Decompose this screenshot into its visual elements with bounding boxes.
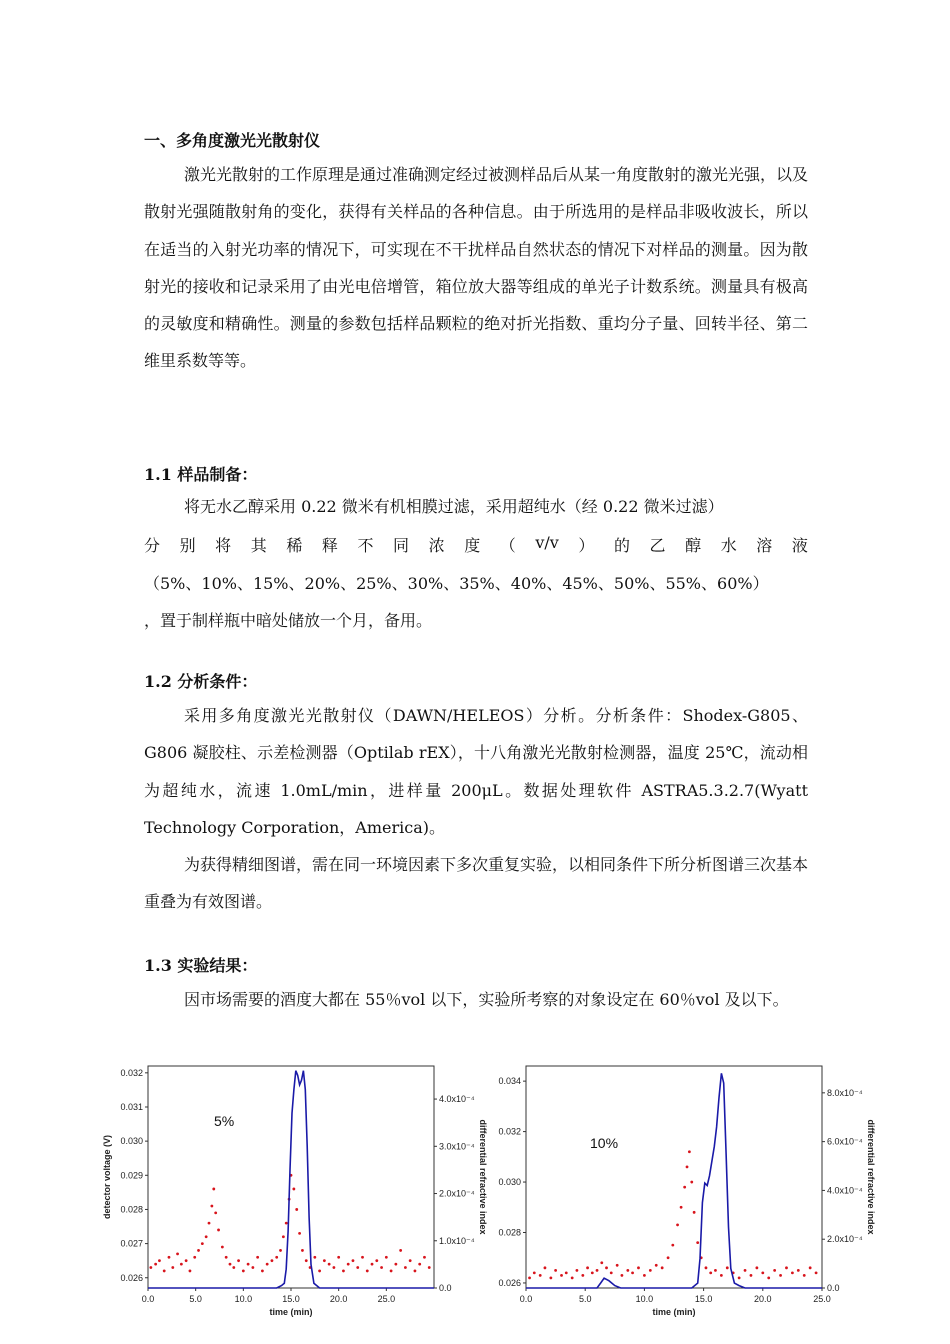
light-scattering-point	[237, 1259, 240, 1262]
light-scattering-point	[738, 1277, 741, 1280]
light-scattering-point	[242, 1270, 245, 1273]
light-scattering-point	[356, 1266, 359, 1269]
light-scattering-point	[217, 1229, 220, 1232]
section11-line2-char: 其	[250, 536, 267, 555]
section1-title: 一、多角度激光光散射仪	[144, 131, 321, 150]
section11-line2-char: 将	[215, 536, 232, 555]
concentration-annotation: 10%	[590, 1135, 619, 1151]
section11-line2-char: 不	[357, 536, 374, 555]
section12-body2: 为获得精细图谱，需在同一环境因素下多次重复实验，以相同条件下所分析图谱三次基本重叠为有效图谱。	[144, 855, 809, 912]
light-scattering-point	[282, 1235, 285, 1238]
light-scattering-point	[539, 1274, 542, 1277]
light-scattering-point	[528, 1277, 531, 1280]
light-scattering-point	[225, 1256, 228, 1259]
y2-tick-label: 4.0x10⁻⁴	[439, 1094, 475, 1105]
x-tick-label: 10.0	[635, 1294, 654, 1304]
light-scattering-point	[201, 1242, 204, 1245]
light-scattering-point	[683, 1186, 686, 1189]
light-scattering-point	[185, 1259, 188, 1262]
light-scattering-point	[210, 1205, 213, 1208]
light-scattering-point	[149, 1266, 152, 1269]
section11-line2-char: 浓	[428, 536, 445, 555]
light-scattering-point	[197, 1249, 200, 1252]
y-tick-label: 0.032	[120, 1067, 143, 1078]
light-scattering-point	[271, 1259, 274, 1262]
y-tick-label: 0.026	[498, 1277, 521, 1288]
light-scattering-point	[168, 1256, 171, 1259]
x-tick-label: 25.0	[377, 1294, 396, 1304]
chart-10-percent	[494, 1058, 886, 1320]
section11-line2-char: 度	[464, 536, 481, 555]
section11-line2-char: （	[499, 536, 516, 555]
light-scattering-point	[755, 1266, 758, 1269]
y2-axis-label: differential refractive index	[866, 1119, 876, 1235]
light-scattering-point	[323, 1259, 326, 1262]
light-scattering-point	[333, 1266, 336, 1269]
section11-line2-char: 释	[321, 536, 338, 555]
light-scattering-point	[428, 1266, 431, 1269]
light-scattering-point	[565, 1271, 568, 1274]
section11-line2-char: 溶	[756, 536, 773, 555]
light-scattering-point	[232, 1266, 235, 1269]
section11-line1: 将无水乙醇采用 0.22 微米有机相膜过滤，采用超纯水（经 0.22 微米过滤）	[184, 497, 724, 516]
light-scattering-point	[726, 1266, 729, 1269]
light-scattering-point	[193, 1256, 196, 1259]
light-scattering-point	[676, 1224, 679, 1227]
y2-axis-label: differential refractive index	[478, 1119, 488, 1235]
y-tick-label: 0.030	[120, 1136, 143, 1147]
y-tick-label: 0.027	[120, 1238, 143, 1249]
light-scattering-point	[298, 1232, 301, 1235]
section11-line2-char: 别	[179, 536, 196, 555]
light-scattering-point	[581, 1274, 584, 1277]
light-scattering-point	[214, 1211, 217, 1214]
light-scattering-point	[533, 1271, 536, 1274]
y2-tick-label: 1.0x10⁻⁴	[439, 1235, 475, 1246]
x-tick-label: 0.0	[141, 1294, 155, 1304]
y-tick-label: 0.031	[120, 1101, 143, 1112]
x-axis-label: time (min)	[269, 1307, 313, 1317]
section11-title: 1.1 样品制备：	[144, 465, 258, 484]
light-scattering-point	[761, 1271, 764, 1274]
light-scattering-point	[797, 1269, 800, 1272]
light-scattering-point	[667, 1256, 670, 1259]
section13-body: 因市场需要的酒度大都在 55％vol 以下，实验所考察的对象设定在 60％vol 及以下。	[184, 990, 789, 1009]
light-scattering-point	[385, 1256, 388, 1259]
section11-line2-char: 乙	[649, 536, 666, 555]
section11-line3: （5%、10%、15%、20%、25%、30%、35%、40%、45%、50%、55%、60%）	[144, 574, 769, 593]
light-scattering-point	[773, 1269, 776, 1272]
light-scattering-point	[380, 1266, 383, 1269]
x-tick-label: 5.0	[189, 1294, 202, 1304]
section11-line2-char: 分	[144, 536, 161, 555]
light-scattering-point	[285, 1222, 288, 1225]
light-scattering-point	[671, 1244, 674, 1247]
light-scattering-point	[610, 1271, 613, 1274]
section11-line2-char: 水	[720, 536, 737, 555]
light-scattering-point	[655, 1264, 658, 1267]
light-scattering-point	[180, 1263, 183, 1266]
light-scattering-point	[693, 1211, 696, 1214]
x-tick-label: 15.0	[694, 1294, 713, 1304]
section11-line2-char: 的	[613, 536, 630, 555]
light-scattering-point	[366, 1270, 369, 1273]
light-scattering-point	[229, 1263, 232, 1266]
light-scattering-point	[779, 1274, 782, 1277]
light-scattering-point	[626, 1269, 629, 1272]
light-scattering-point	[643, 1274, 646, 1277]
y-axis-label: detector voltage (V)	[102, 1134, 112, 1220]
light-scattering-point	[247, 1263, 250, 1266]
y2-tick-label: 4.0x10⁻⁴	[827, 1185, 863, 1196]
light-scattering-point	[709, 1271, 712, 1274]
y-tick-label: 0.034	[498, 1076, 521, 1087]
section11-line2	[144, 533, 808, 556]
light-scattering-point	[637, 1266, 640, 1269]
x-tick-label: 25.0	[813, 1294, 831, 1304]
section11-line2-char: 醇	[685, 536, 702, 555]
light-scattering-point	[414, 1270, 417, 1273]
y2-tick-label: 0.0	[439, 1283, 452, 1293]
light-scattering-point	[680, 1206, 683, 1209]
light-scattering-point	[266, 1263, 269, 1266]
section13-title: 1.3 实验结果：	[144, 956, 258, 975]
y2-tick-label: 2.0x10⁻⁴	[827, 1234, 863, 1245]
light-scattering-point	[163, 1270, 166, 1273]
section11-line2-char: v/v	[535, 533, 559, 552]
light-scattering-point	[688, 1150, 691, 1153]
y2-tick-label: 2.0x10⁻⁴	[439, 1188, 475, 1199]
y-tick-label: 0.026	[120, 1272, 143, 1283]
light-scattering-point	[576, 1269, 579, 1272]
section11-line2-char: 稀	[286, 536, 303, 555]
x-tick-label: 0.0	[519, 1294, 533, 1304]
section11-line2-char: ）	[578, 536, 595, 555]
light-scattering-point	[544, 1266, 547, 1269]
section11-line4: ，置于制样瓶中暗处储放一个月，备用。	[144, 611, 433, 630]
light-scattering-point	[292, 1188, 295, 1191]
light-scattering-point	[361, 1256, 364, 1259]
light-scattering-point	[621, 1274, 624, 1277]
light-scattering-point	[586, 1266, 589, 1269]
light-scattering-point	[767, 1277, 770, 1280]
light-scattering-point	[750, 1274, 753, 1277]
light-scattering-point	[390, 1270, 393, 1273]
x-tick-label: 20.0	[329, 1294, 348, 1304]
plot-frame	[148, 1066, 434, 1288]
light-scattering-point	[371, 1263, 374, 1266]
light-scattering-point	[803, 1274, 806, 1277]
light-scattering-point	[347, 1263, 350, 1266]
light-scattering-point	[720, 1274, 723, 1277]
light-scattering-point	[423, 1256, 426, 1259]
y-tick-label: 0.032	[498, 1126, 521, 1137]
light-scattering-point	[591, 1271, 594, 1274]
light-scattering-point	[295, 1208, 298, 1211]
light-scattering-point	[375, 1259, 378, 1262]
light-scattering-point	[661, 1266, 664, 1269]
light-scattering-point	[705, 1266, 708, 1269]
light-scattering-point	[785, 1266, 788, 1269]
y2-tick-label: 8.0x10⁻⁴	[827, 1087, 863, 1098]
light-scattering-point	[554, 1269, 557, 1272]
light-scattering-point	[158, 1259, 161, 1262]
light-scattering-point	[275, 1256, 278, 1259]
light-scattering-point	[313, 1256, 316, 1259]
light-scattering-point	[560, 1274, 563, 1277]
plot-frame	[526, 1066, 822, 1288]
light-scattering-point	[279, 1249, 282, 1252]
light-scattering-point	[208, 1222, 211, 1225]
light-scattering-point	[318, 1270, 321, 1273]
light-scattering-point	[171, 1266, 174, 1269]
light-scattering-point	[418, 1263, 421, 1266]
light-scattering-point	[596, 1269, 599, 1272]
light-scattering-point	[714, 1269, 717, 1272]
light-scattering-point	[301, 1249, 304, 1252]
y-tick-label: 0.029	[120, 1170, 143, 1181]
section12-body1: 采用多角度激光光散射仪（DAWN/HELEOS）分析。分析条件：Shodex-G805、G806 凝胶柱、示差检测器（Optilab rEX），十八角激光光散射检测器，温度 25℃，流动相为超纯水，流速 1.0mL/min，进样量 200μL。数据处理软件 ASTRA5.3.2.7(Wyatt Technology Corporation，America)。	[144, 706, 808, 837]
light-scattering-point	[744, 1269, 747, 1272]
light-scattering-point	[251, 1266, 254, 1269]
light-scattering-point	[404, 1266, 407, 1269]
section1-body: 激光光散射的工作原理是通过准确测定经过被测样品后从某一角度散射的激光光强，以及散射光强随散射角的变化，获得有关样品的各种信息。由于所选用的是样品非吸收波长，所以在适当的入射光功率的情况下，可实现在不干扰样品自然状态的情况下对样品的测量。因为散射光的接收和记录采用了由光电倍增管，箱位放大器等组成的单光子计数系统。测量具有极高的灵敏度和精确性。测量的参数包括样品颗粒的绝对折光指数、重均分子量、回转半径、第二维里系数等等。	[144, 165, 809, 371]
chart-5-percent	[98, 1058, 490, 1320]
x-tick-label: 20.0	[754, 1294, 772, 1304]
x-axis-label: time (min)	[652, 1307, 696, 1317]
y-tick-label: 0.030	[498, 1177, 521, 1188]
light-scattering-point	[600, 1261, 603, 1264]
light-scattering-point	[690, 1181, 693, 1184]
light-scattering-point	[337, 1256, 340, 1259]
light-scattering-point	[791, 1271, 794, 1274]
light-scattering-point	[394, 1263, 397, 1266]
light-scattering-point	[342, 1270, 345, 1273]
light-scattering-point	[815, 1271, 818, 1274]
x-tick-label: 15.0	[282, 1294, 300, 1304]
light-scattering-point	[696, 1241, 699, 1244]
y2-tick-label: 6.0x10⁻⁴	[827, 1136, 863, 1147]
x-tick-label: 5.0	[578, 1294, 592, 1304]
light-scattering-point	[352, 1259, 355, 1262]
light-scattering-point	[409, 1259, 412, 1262]
light-scattering-point	[305, 1259, 308, 1262]
light-scattering-point	[571, 1277, 574, 1280]
section12-title: 1.2 分析条件：	[144, 672, 258, 691]
light-scattering-point	[221, 1246, 224, 1249]
light-scattering-point	[189, 1270, 192, 1273]
y-tick-label: 0.028	[498, 1227, 521, 1238]
x-tick-label: 10.0	[234, 1294, 253, 1304]
concentration-annotation: 5%	[214, 1113, 235, 1129]
light-scattering-point	[261, 1270, 264, 1273]
section11-line2-char: 液	[791, 536, 808, 555]
light-scattering-point	[154, 1263, 157, 1266]
light-scattering-point	[328, 1263, 331, 1266]
y-tick-label: 0.028	[120, 1204, 143, 1215]
light-scattering-point	[605, 1266, 608, 1269]
light-scattering-point	[399, 1249, 402, 1252]
light-scattering-point	[549, 1277, 552, 1280]
section11-line2-char: 同	[393, 536, 410, 555]
y2-tick-label: 0.0	[827, 1283, 840, 1293]
light-scattering-point	[686, 1166, 689, 1169]
y2-tick-label: 3.0x10⁻⁴	[439, 1141, 475, 1152]
light-scattering-point	[205, 1235, 208, 1238]
light-scattering-point	[256, 1256, 259, 1259]
light-scattering-point	[212, 1188, 215, 1191]
light-scattering-point	[631, 1271, 634, 1274]
light-scattering-point	[176, 1252, 179, 1255]
light-scattering-point	[616, 1264, 619, 1267]
light-scattering-point	[649, 1269, 652, 1272]
light-scattering-point	[809, 1266, 812, 1269]
